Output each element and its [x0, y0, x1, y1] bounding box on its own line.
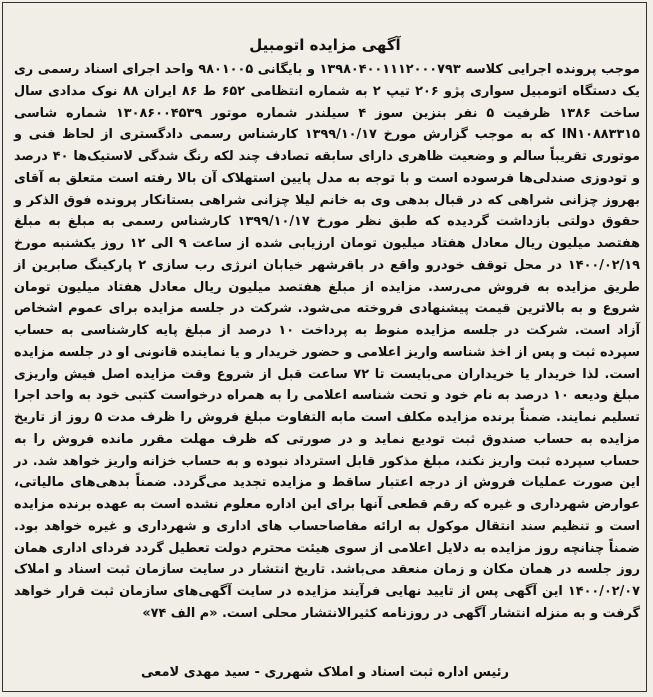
notice-title: آگهی مزایده اتومبیل — [249, 36, 401, 54]
notice-body: موجب پرونده اجرایی کلاسه ۱۳۹۸۰۴۰۰۱۱۱۲۰۰۰۷۹۳ و بایگانی ۹۸۰۱۰۰۵ واحد اجرای اسناد رسمی ری یک دستگاه اتومبیل سواری پژو ۲۰۶ تیپ ۲ به شماره انتظامی ۶۵۲ ط ۸۶ ایران ۸۸ نوک مدادی سال ساخت ۱۳۸۶ ظرفیت ۵ نفر بنزین سوز ۴ سیلندر شماره موتور ۱۳۰۸۶۰۰۴۵۳۹ شماره شاسی IN۱۰۸۸۳۳۱۵ که به موجب گزارش مورخ ۱۳۹۹/۱۰/۱۷ کارشناس رسمی دادگستری از لحاظ فنی و موتوری تقریباً سالم و وضعیت ظاهری دارای سابقه تصادف چند لکه رنگ شدگی لاستیک‌ها ۴۰ درصد و تودوزی صندلی‌ها فرسوده است و با توجه به مدل پایین استهلاک آن بالا رفته است متعلق به آقای بهروز چزانی شراهی که در قبال بدهی وی به خانم لیلا چزانی شراهی بستانکار پرونده فوق الذکر و حقوق دولتی بازداشت گردیده که طبق نظر مورخ ۱۳۹۹/۱۰/۱۷ کارشناس رسمی به مبلغ به مبلغ هفتصد میلیون ریال معادل هفتاد میلیون تومان ارزیابی شده از ساعت ۹ الی ۱۲ روز یکشنبه مورخ ۱۴۰۰/۰۲/۱۹ در محل توقف خودرو واقع در باقرشهر خیابان انرژی رب سازی ۲ پارکینگ صابرین از طریق مزایده به فروش می‌رسد. مزایده از مبلغ هفتصد میلیون ریال معادل هفتاد میلیون تومان شروع و به بالاترین قیمت پیشنهادی فروخته می‌شود. شرکت در جلسه مزایده برای عموم اشخاص آزاد است. شرکت در جلسه مزایده منوط به پرداخت ۱۰ درصد از مبلغ پایه کارشناسی به حساب سپرده ثبت و پس از اخذ شناسه واریز اعلامی و حضور خریدار و یا نماینده قانونی او در جلسه مزایده است. لذا خریدار یا خریداران می‌بایست تا ۷۲ ساعت قبل از شروع وقت مزایده اصل فیش واریزی مبلغ ودیعه ۱۰ درصد به نام خود و تحت شناسه اعلامی را به همراه درخواست کتبی خود به واحد اجرا تسلیم نمایند. ضمناً برنده مزایده مکلف است مابه التفاوت مبلغ فروش را ظرف مدت ۵ روز از تاریخ مزایده به حساب صندوق ثبت تودیع نماید و در صورتی که ظرف مهلت مقرر مانده فروش را به حساب سپرده ثبت واریز نکند، مبلغ مذکور قابل استرداد نبوده و به حساب خزانه واریز خواهد شد. در این صورت عملیات فروش از درجه اعتبار ساقط و مزایده تجدید می‌گردد. ضمناً بدهی‌های مالیاتی، عوارض شهرداری و غیره که رقم قطعی آنها برای این اداره معلوم نشده است به عهده برنده مزایده است و تنظیم سند انتقال موکول به ارائه مفاصاحساب های اداری و شهرداری و غیره خواهد بود. ضمناً چنانچه روز مزایده به دلایل اعلامی از سوی هیئت محترم دولت تعطیل گردد فردای اداری همان روز جلسه در همان مکان و زمان منعقد می‌باشد. تاریخ انتشار در سایت سازمان ثبت اسناد و املاک ۱۴۰۰/۰۲/۰۷ این آگهی پس از تایید نهایی فرآیند مزایده در سایت آگهی‌های سازمان ثبت قرار خواهد گرفت و به منزله انتشار آگهی در روزنامه کثیرالانتشار محلی است. «م الف ۷۴» — [14, 62, 641, 621]
auction-notice — [6, 6, 644, 690]
notice-signature: رئیس اداره ثبت اسناد و املاک شهرری - سید مهدی لامعی — [141, 665, 509, 680]
